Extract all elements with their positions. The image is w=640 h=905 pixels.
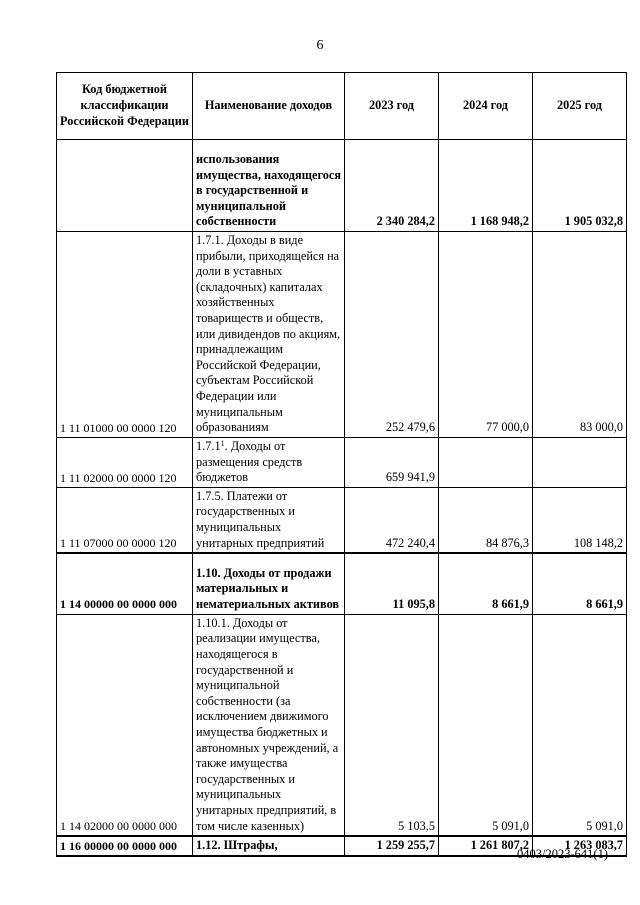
table-row	[57, 553, 627, 614]
row-value-2025: 1 905 032,8	[533, 140, 627, 232]
table-row	[57, 487, 627, 553]
row-value-2025: 8 661,9	[533, 553, 627, 614]
table-header-row	[57, 73, 627, 140]
row-value-2023: 472 240,4	[345, 487, 439, 553]
table-row	[57, 232, 627, 438]
row-value-2025: 108 148,2	[533, 487, 627, 553]
document-registration-code: 0403/2023-641(1)	[517, 847, 608, 861]
row-value-2025: 5 091,0	[533, 614, 627, 836]
page-number: 6	[316, 38, 324, 53]
row-value-2024: 1 168 948,2	[439, 140, 533, 232]
row-code: 1 11 01000 00 0000 120	[57, 232, 193, 438]
row-code: 1 16 00000 00 0000 000	[57, 836, 193, 856]
row-value-2023: 659 941,9	[345, 437, 439, 487]
row-code	[57, 140, 193, 232]
budget-revenue-table	[56, 72, 627, 857]
header-2025: 2025 год	[533, 73, 627, 140]
header-name: Наименование доходов	[193, 73, 345, 140]
row-value-2023: 252 479,6	[345, 232, 439, 438]
row-name	[193, 437, 345, 487]
row-name: 1.7.5. Платежи от государственных и муниципальных унитарных предприятий	[193, 487, 345, 553]
row-name: 1.10.1. Доходы от реализации имущества, находящегося в государственной и муниципальной собственности (за исключением движимого имущества бюджетных и автономных учреждений, а также имущества государственных и муниципальных унитарных предприятий, в том числе казенных)	[193, 614, 345, 836]
header-2024: 2024 год	[439, 73, 533, 140]
row-name: 1.12. Штрафы,	[193, 836, 345, 856]
row-code: 1 11 02000 00 0000 120	[57, 437, 193, 487]
row-code: 1 11 07000 00 0000 120	[57, 487, 193, 553]
row-value-2024: 84 876,3	[439, 487, 533, 553]
row-code: 1 14 00000 00 0000 000	[57, 553, 193, 614]
row-value-2023: 11 095,8	[345, 553, 439, 614]
row-value-2025	[533, 437, 627, 487]
row-value-2024	[439, 437, 533, 487]
row-value-2024: 5 091,0	[439, 614, 533, 836]
table-row	[57, 614, 627, 836]
row-name: использования имущества, находящегося в государственной и муниципальной собственности	[193, 140, 345, 232]
row-value-2024: 1 261 807,2	[439, 836, 533, 856]
table-row	[57, 437, 627, 487]
row-name-rest: . Доходы от размещения средств бюджетов	[196, 438, 303, 485]
row-name-superscript: 1	[220, 438, 225, 448]
row-name: 1.10. Доходы от продажи материальных и нематериальных активов	[193, 553, 345, 614]
row-name: 1.7.1. Доходы в виде прибыли, приходящейся на доли в уставных (складочных) капиталах хозяйственных товариществ и обществ, или дивидендов по акциям, принадлежащим Российской Федерации, субъектам Российской Федерации или муниципальным образованиям	[193, 232, 345, 438]
row-value-2023: 5 103,5	[345, 614, 439, 836]
row-value-2025: 83 000,0	[533, 232, 627, 438]
row-name-prefix: 1.7.1	[196, 438, 221, 453]
row-value-2023: 2 340 284,2	[345, 140, 439, 232]
header-code: Код бюджетной классификации Российской Федерации	[57, 73, 193, 140]
row-value-2023: 1 259 255,7	[345, 836, 439, 856]
row-value-2024: 8 661,9	[439, 553, 533, 614]
row-code: 1 14 02000 00 0000 000	[57, 614, 193, 836]
table-row	[57, 140, 627, 232]
row-value-2025: 1 263 083,7	[533, 836, 627, 856]
header-2023: 2023 год	[345, 73, 439, 140]
row-value-2024: 77 000,0	[439, 232, 533, 438]
